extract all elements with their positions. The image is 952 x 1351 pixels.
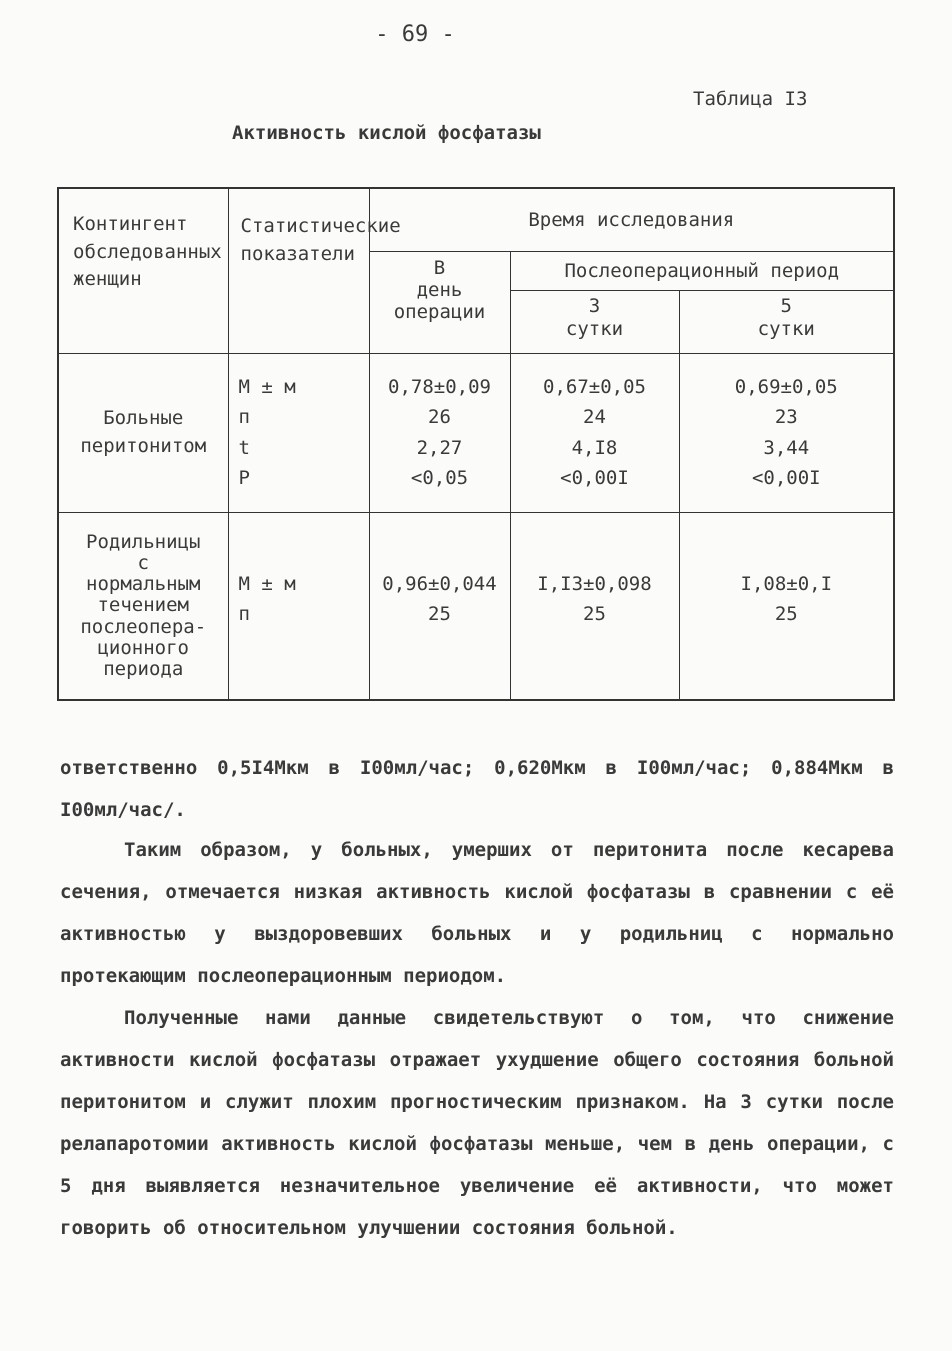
group-name-line: послеопера- [80,615,207,638]
cell-value: 2,27 [416,436,463,459]
stat-label: п [238,603,250,626]
group-name-line: Больные [103,407,184,430]
group-name-line: ционного [97,636,189,659]
cell-value: <0,00I [560,467,629,490]
group-name-line: течением [97,594,189,617]
group-normal-name [58,513,228,701]
group-peritonitis-day5-values [679,354,894,513]
cell-value: 25 [428,603,451,626]
cell-value: 23 [774,406,798,429]
header-day-line: операции [393,300,486,323]
header-day5 [679,291,894,354]
cell-value: 26 [428,406,451,429]
group-normal-stats [228,513,369,701]
page-number: - 69 - [375,22,455,47]
header-day5-unit: сутки [757,317,815,340]
cell-value: I,I3±0,098 [537,573,652,595]
paragraph-continuation: ответственно 0,5I4Мкм в I00мл/час; 0,620Мкм в I00мл/час; 0,884Мкм в I00мл/час/. [60,757,894,821]
header-postop: Послеоперационный период [510,252,894,291]
cell-value: 3,44 [763,436,810,459]
header-day3 [510,291,679,354]
header-day-of-operation [369,252,510,354]
cell-value: I,08±0,I [740,573,833,595]
header-day3-number: 3 [588,295,601,317]
header-time: Время исследования [369,188,894,252]
paragraph-conclusion: Таким образом, у больных, умерших от перитонита после кесарева сечения, отмечается низкая активность кислой фосфатазы в сравнении с её активностью у выздоровевших больных и у родильниц с нормально протекающим послеоперационным периодом. [60,839,894,987]
cell-value: <0,05 [410,467,469,490]
header-day-line: В [433,257,446,279]
group-name-line: нормальным [86,573,201,596]
table-row [58,354,894,513]
group-normal-day-values [369,513,510,701]
paragraph-findings: Полученные нами данные свидетельствуют о том, что снижение активности кислой фосфатазы отражает ухудшение общего состояния больной перитонитом и служит плохим прогностическим признаком. На 3 сутки после релапаротомии активность кислой фосфатазы меньше, чем в день операции, с 5 дня выявляется незначительное увеличение её активности, что может говорить об относительном улучшении состояния больной. [60,1007,894,1239]
cell-value: 25 [774,603,798,626]
group-peritonitis-stats [228,354,369,513]
table-title: Активность кислой фосфатазы [232,122,541,144]
header-stat: Статистические показатели [228,188,369,354]
cell-value: 0,69±0,05 [734,376,838,398]
group-peritonitis-day3-values [510,354,679,513]
header-day-line: день [416,278,463,301]
table-label: Таблица I3 [693,88,808,110]
group-normal-day3-values [510,513,679,701]
acid-phosphatase-table [57,187,895,701]
cell-value: 0,96±0,044 [382,573,497,595]
cell-value: 4,I8 [571,436,618,459]
header-day5-number: 5 [780,295,792,317]
group-name-line: Родильницы [86,530,201,553]
cell-value: 24 [583,406,606,429]
cell-value: <0,00I [751,467,821,490]
cell-value: 0,78±0,09 [388,376,491,398]
header-day3-unit: сутки [565,317,624,340]
stat-label: п [238,406,250,429]
stat-label: Р [238,467,250,490]
group-name-line: перитонитом [80,435,207,457]
group-name-line: периода [103,658,184,681]
group-peritonitis-name [58,354,228,513]
group-peritonitis-day-values [369,354,510,513]
cell-value: 25 [583,603,606,626]
header-contingent: Контингент обследованных женщин [58,188,228,354]
stat-label: М ± м [238,573,296,595]
group-normal-day5-values [679,513,894,701]
table-row [58,513,894,701]
stat-label: t [238,436,250,459]
stat-label: М ± м [238,376,296,398]
group-name-line: с [137,551,149,574]
cell-value: 0,67±0,05 [543,376,646,398]
